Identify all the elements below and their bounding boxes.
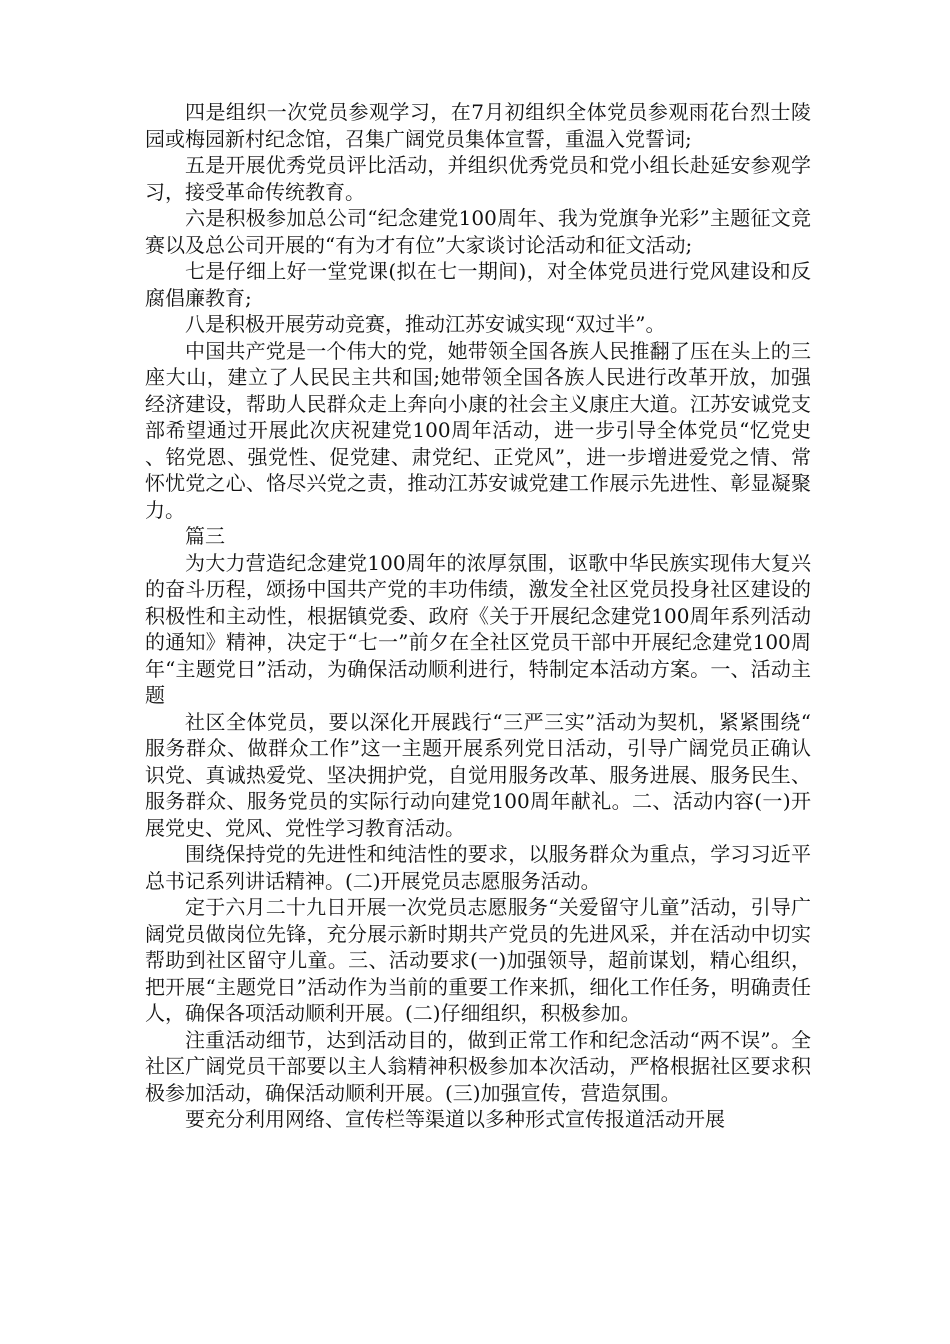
paragraph-publicity: 要充分利用网络、宣传栏等渠道以多种形式宣传报道活动开展 [185, 1107, 725, 1131]
document-body [145, 99, 811, 1133]
paragraph-cpc-summary: 中国共产党是一个伟大的党，她带领全国各族人民推翻了压在头上的三座大山，建立了人民民主共和国;她带领全国各族人民进行改革开放，加强经济建设，帮助人民群众走上奔向小康的社会主义康庄大道。江苏安诚党支部希望通过开展此次庆祝建党100周年活动，进一步引导全体党员“忆党史、铭党恩、强党性、促党建、肃党纪、正党风”，进一步增进爱党之情、常怀忧党之心、恪尽兴党之责，推动江苏安诚党建工作展示先进性、彰显凝聚力。 [145, 338, 811, 522]
paragraph-labor-competition: 八是积极开展劳动竞赛，推动江苏安诚实现“双过半”。 [185, 312, 666, 336]
paragraph-volunteer-service: 定于六月二十九日开展一次党员志愿服务“关爱留守儿童”活动，引导广阔党员做岗位先锋，充分展示新时期共产党员的先进风采，并在活动中切实帮助到社区留守儿童。三、活动要求(一)加强领导，超前谋划，精心组织，把开展“主题党日”活动作为当前的重要工作来抓，细化工作任务，明确责任人，确保各项活动顺利开展。(二)仔细组织，积极参加。 [145, 895, 811, 1025]
paragraph-activity-details: 注重活动细节，达到活动目的，做到正常工作和纪念活动“两不误”。全社区广阔党员干部要以主人翁精神积极参加本次活动，严格根据社区要求积极参加活动，确保活动顺利开展。(三)加强宣传，营造氛围。 [145, 1027, 811, 1105]
paragraph-activity-theme: 社区全体党员，要以深化开展践行“三严三实”活动为契机，紧紧围绕“服务群众、做群众工作”这一主题开展系列党日活动，引导广阔党员正确认识党、真诚热爱党、坚决拥护党，自觉用服务改革、服务进展、服务民生、服务群众、服务党员的实际行动向建党100周年献礼。二、活动内容(一)开展党史、党风、党性学习教育活动。 [145, 709, 811, 840]
paragraph-activity-plan-intro: 为大力营造纪念建党100周年的浓厚氛围，讴歌中华民族实现伟大复兴的奋斗历程，颂扬中国共产党的丰功伟绩，激发全社区党员投身社区建设的积极性和主动性，根据镇党委、政府《关于开展纪念建党100周年系列活动的通知》精神，决定于“七一”前夕在全社区党员干部中开展纪念建党100周年“主题党日”活动，为确保活动顺利进行，特制定本活动方案。一、活动主题 [145, 550, 811, 707]
paragraph-essay-contest: 六是积极参加总公司“纪念建党100周年、我为党旗争光彩”主题征文竞赛以及总公司开展的“有为才有位”大家谈讨论活动和征文活动; [145, 206, 811, 257]
section-heading-part-three: 篇三 [185, 524, 225, 548]
paragraph-party-lecture: 七是仔细上好一堂党课(拟在七一期间)，对全体党员进行党风建设和反腐倡廉教育; [145, 259, 811, 310]
paragraph-visit-study: 四是组织一次党员参观学习，在7月初组织全体党员参观雨花台烈士陵园或梅园新村纪念馆，召集广阔党员集体宣誓，重温入党誓词; [145, 100, 811, 151]
paragraph-study-content: 围绕保持党的先进性和纯洁性的要求，以服务群众为重点，学习习近平总书记系列讲话精神。(二)开展党员志愿服务活动。 [145, 842, 811, 893]
paragraph-excellent-members: 五是开展优秀党员评比活动，并组织优秀党员和党小组长赴延安参观学习，接受革命传统教育。 [145, 153, 811, 204]
